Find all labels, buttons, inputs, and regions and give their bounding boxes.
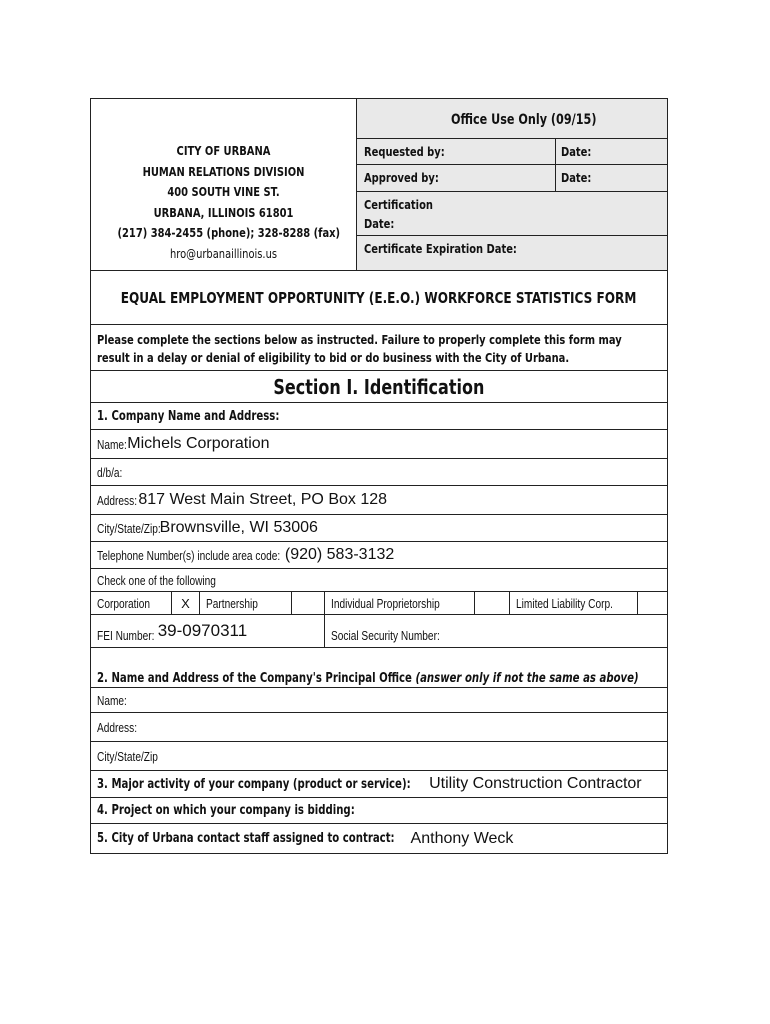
telephone-field[interactable] bbox=[91, 542, 667, 569]
address-label: Address: bbox=[97, 492, 138, 508]
q2-label: 2. Name and Address of the Company's Principal Office (answer only if not the same as above) bbox=[97, 671, 639, 686]
expiration-label: Certificate Expiration Date: bbox=[364, 241, 517, 256]
ssn-field[interactable] bbox=[325, 615, 667, 647]
principal-name-label: Name: bbox=[97, 692, 127, 708]
company-name-value[interactable]: Michels Corporation bbox=[127, 435, 270, 452]
contact-staff-field[interactable] bbox=[91, 824, 667, 853]
approved-by-row[interactable] bbox=[357, 165, 667, 192]
principal-address-label: Address: bbox=[97, 719, 138, 735]
agency-email: hro@urbanaillinois.us bbox=[169, 245, 278, 261]
certification-date-label: Date: bbox=[364, 216, 395, 231]
certification-row[interactable] bbox=[357, 192, 667, 236]
check-one-label: Check one of the following bbox=[97, 572, 216, 588]
requested-by-label: Requested by: bbox=[364, 144, 445, 159]
dba-label: d/b/a: bbox=[97, 464, 123, 480]
office-use-title: Office Use Only (09/15) bbox=[451, 112, 597, 128]
agency-city: URBANA, ILLINOIS 61801 bbox=[153, 204, 294, 220]
agency-phone: (217) 384-2455 (phone); 328-8288 (fax) bbox=[117, 225, 341, 240]
option-partnership-label: Partnership bbox=[206, 595, 258, 611]
fei-field[interactable] bbox=[91, 615, 325, 647]
principal-city-label: City/State/Zip bbox=[97, 748, 158, 764]
company-name-label: Name: bbox=[97, 436, 127, 452]
approved-date-label: Date: bbox=[561, 170, 592, 185]
major-activity-field[interactable] bbox=[91, 771, 667, 798]
dba-field[interactable] bbox=[91, 459, 667, 486]
instructions-line-1: Please complete the sections below as instructed. Failure to properly complete this form may bbox=[97, 332, 622, 347]
option-partnership[interactable] bbox=[200, 592, 292, 614]
option-individual[interactable] bbox=[325, 592, 475, 614]
form-title: EQUAL EMPLOYMENT OPPORTUNITY (E.E.O.) WORKFORCE STATISTICS FORM bbox=[121, 288, 637, 307]
principal-name-field[interactable] bbox=[91, 688, 667, 713]
address-value[interactable]: 817 West Main Street, PO Box 128 bbox=[138, 491, 388, 508]
telephone-label: Telephone Number(s) include area code: bbox=[97, 547, 281, 563]
agency-address-block bbox=[91, 99, 357, 270]
form-header bbox=[91, 99, 667, 271]
corporation-check-mark: X bbox=[181, 595, 190, 611]
major-activity-value[interactable]: Utility Construction Contractor bbox=[429, 775, 642, 792]
requested-date-label: Date: bbox=[561, 144, 592, 159]
instructions-line-2: result in a delay or denial of eligibility to bid or do business with the City of Urbana. bbox=[97, 350, 570, 365]
option-individual-label: Individual Proprietorship bbox=[331, 595, 440, 611]
city-state-zip-label: City/State/Zip: bbox=[97, 520, 161, 536]
office-use-title-row bbox=[357, 99, 667, 139]
telephone-value[interactable]: (920) 583-3132 bbox=[284, 546, 395, 563]
q2-heading-row bbox=[91, 648, 667, 688]
option-llc-label: Limited Liability Corp. bbox=[516, 595, 613, 611]
section-title-row bbox=[91, 371, 667, 403]
fei-label: FEI Number: bbox=[97, 627, 155, 643]
approved-by-label: Approved by: bbox=[364, 170, 439, 185]
major-activity-label: 3. Major activity of your company (product or service): bbox=[97, 776, 411, 792]
office-use-block bbox=[357, 99, 667, 270]
check-one-row bbox=[91, 569, 667, 592]
expiration-row[interactable] bbox=[357, 236, 667, 264]
city-state-zip-value[interactable]: Brownsville, WI 53006 bbox=[159, 519, 318, 536]
requested-by-row[interactable] bbox=[357, 139, 667, 165]
individual-checkbox[interactable] bbox=[475, 592, 510, 614]
fei-ssn-row bbox=[91, 615, 667, 648]
form-title-row bbox=[91, 271, 667, 325]
q2-note: (answer only if not the same as above) bbox=[415, 671, 639, 686]
address-field[interactable] bbox=[91, 486, 667, 515]
eeo-form bbox=[90, 98, 668, 854]
agency-street: 400 SOUTH VINE ST. bbox=[167, 184, 280, 199]
instructions bbox=[91, 325, 667, 371]
certification-label: Certification bbox=[364, 197, 433, 212]
llc-checkbox[interactable] bbox=[638, 592, 667, 614]
option-corporation[interactable] bbox=[91, 592, 172, 614]
principal-city-field[interactable] bbox=[91, 742, 667, 771]
ssn-label: Social Security Number: bbox=[331, 627, 440, 643]
project-bidding-field[interactable] bbox=[91, 798, 667, 824]
contact-staff-value[interactable]: Anthony Weck bbox=[410, 829, 514, 847]
q1-heading-row bbox=[91, 403, 667, 430]
option-llc[interactable] bbox=[510, 592, 638, 614]
contact-staff-label: 5. City of Urbana contact staff assigned to contract: bbox=[97, 831, 395, 846]
business-type-options bbox=[91, 592, 667, 615]
corporation-checkbox[interactable] bbox=[172, 592, 200, 614]
section-title: Section I. Identification bbox=[273, 374, 485, 399]
agency-name: CITY OF URBANA bbox=[176, 143, 271, 158]
agency-division: HUMAN RELATIONS DIVISION bbox=[142, 163, 305, 179]
partnership-checkbox[interactable] bbox=[292, 592, 325, 614]
fei-value[interactable]: 39-0970311 bbox=[157, 621, 248, 640]
q1-label: 1. Company Name and Address: bbox=[97, 408, 280, 424]
principal-address-field[interactable] bbox=[91, 713, 667, 742]
company-name-field[interactable] bbox=[91, 430, 667, 459]
city-state-zip-field[interactable] bbox=[91, 515, 667, 542]
project-bidding-label: 4. Project on which your company is bidding: bbox=[97, 803, 355, 818]
option-corporation-label: Corporation bbox=[97, 595, 150, 611]
